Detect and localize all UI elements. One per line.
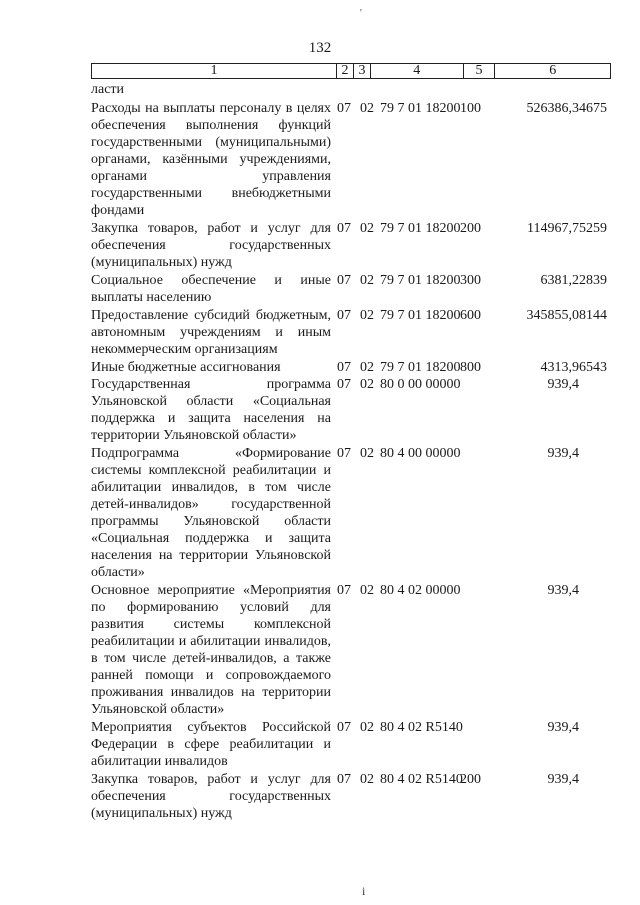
row-amount: 939,4 [547,772,579,787]
row-target-article: 80 4 00 00000 [380,446,461,461]
row-target-article: 79 7 01 18200 [380,360,461,375]
table-row [91,307,611,358]
row-expense-type [460,376,498,444]
row-name: Расходы на выплаты персоналу в целях обеспечения выполнения функций государственными (муниципальными) органами, казёнными учреждениями, органами управления государственными внебюджетными фондами [91,101,331,218]
table-row [91,359,611,376]
row-expense-type: 300 [460,273,481,288]
row-amount: 4313,96543 [540,360,607,375]
table-row [91,81,611,98]
page-number: 132 [308,40,332,56]
row-section: 07 [337,221,351,236]
row-section: 07 [337,308,351,323]
row-subsection: 02 [360,583,374,598]
row-expense-type: 600 [460,308,481,323]
row-subsection: 02 [360,221,374,236]
row-subsection: 02 [360,720,374,735]
row-name: Закупка товаров, работ и услуг для обеспечения государственных (муниципальных) нужд [91,221,331,270]
row-amount: 345855,08144 [526,308,607,323]
row-name: Закупка товаров, работ и услуг для обеспечения государственных (муниципальных) нужд [91,772,331,821]
row-subsection: 02 [360,273,374,288]
row-section: 07 [337,273,351,288]
row-expense-type: 200 [460,772,481,787]
row-amount: 114967,75259 [527,221,607,236]
row-amount: 939,4 [547,446,579,461]
header-col-4: 4 [371,64,464,78]
row-section: 07 [337,772,351,787]
row-name: Подпрограмма «Формирование системы комплексной реабилитации и абилитации инвалидов, в том числе детей-инвалидов» государственной программы Ульяновской области «Социальная поддержка и защита населения на территории Ульяновской области» [91,446,331,580]
scan-mark-bottom: i [362,884,366,898]
table-row [91,719,611,770]
row-target-article: 79 7 01 18200 [380,101,461,116]
row-section: 07 [337,377,351,392]
table-row [91,445,611,581]
table-row [91,272,611,306]
row-expense-type: 100 [460,101,481,116]
row-subsection: 02 [360,772,374,787]
row-name: Иные бюджетные ассигнования [91,360,281,375]
header-col-3: 3 [354,64,371,78]
row-target-article: 79 7 01 18200 [380,308,461,323]
budget-table [91,81,611,822]
row-target-article [380,81,460,98]
row-target-article: 80 4 02 R5140 [380,720,463,735]
row-subsection: 02 [360,101,374,116]
row-target-article: 79 7 01 18200 [380,221,461,236]
scan-mark-top: ' [360,8,362,19]
header-col-1: 1 [92,64,337,78]
row-section: 07 [337,101,351,116]
row-subsection: 02 [360,446,374,461]
table-row [91,220,611,271]
row-expense-type: 200 [460,221,481,236]
row-name: Социальное обеспечение и иные выплаты населению [91,273,331,305]
row-amount: 6381,22839 [540,273,607,288]
row-amount: 939,4 [547,720,579,735]
row-name: Мероприятия субъектов Российской Федерации в сфере реабилитации и абилитации инвалидов [91,720,331,769]
row-expense-type [460,582,498,718]
table-row [91,771,611,822]
table-row [91,100,611,219]
row-name: ласти [91,82,125,97]
row-section [337,81,360,98]
row-amount [498,81,611,98]
row-name: Предоставление субсидий бюджетным, автономным учреждениям и иным некоммерческим организациям [91,308,331,357]
row-expense-type [460,445,498,581]
row-expense-type: 800 [460,360,481,375]
row-target-article: 80 4 02 00000 [380,583,461,598]
table-row [91,376,611,444]
row-section: 07 [337,583,351,598]
row-target-article: 79 7 01 18200 [380,273,461,288]
row-subsection: 02 [360,360,374,375]
row-amount: 939,4 [547,377,579,392]
row-name: Государственная программа Ульяновской области «Социальная поддержка и защита населения на территории Ульяновской области» [91,377,331,443]
row-amount: 939,4 [547,583,579,598]
row-subsection: 02 [360,377,374,392]
row-target-article: 80 4 02 R5140 [380,772,463,787]
header-col-6: 6 [549,63,557,78]
table-row [91,582,611,718]
row-expense-type [460,81,498,98]
header-col-5: 5 [464,64,496,78]
row-subsection [360,81,380,98]
row-section: 07 [337,446,351,461]
row-target-article: 80 0 00 00000 [380,377,461,392]
row-name: Основное мероприятие «Мероприятия по формированию условий для развития системы комплексной реабилитации и абилитации инвалидов, в том числе детей-инвалидов, а также ранней помощи и сопровождаемого проживания инвалидов на территории Ульяновской области» [91,583,331,717]
row-section: 07 [337,720,351,735]
row-subsection: 02 [360,308,374,323]
header-col-2: 2 [337,64,354,78]
row-section: 07 [337,360,351,375]
row-expense-type [460,719,498,770]
table-header [91,63,611,79]
row-amount: 526386,34675 [526,101,607,116]
